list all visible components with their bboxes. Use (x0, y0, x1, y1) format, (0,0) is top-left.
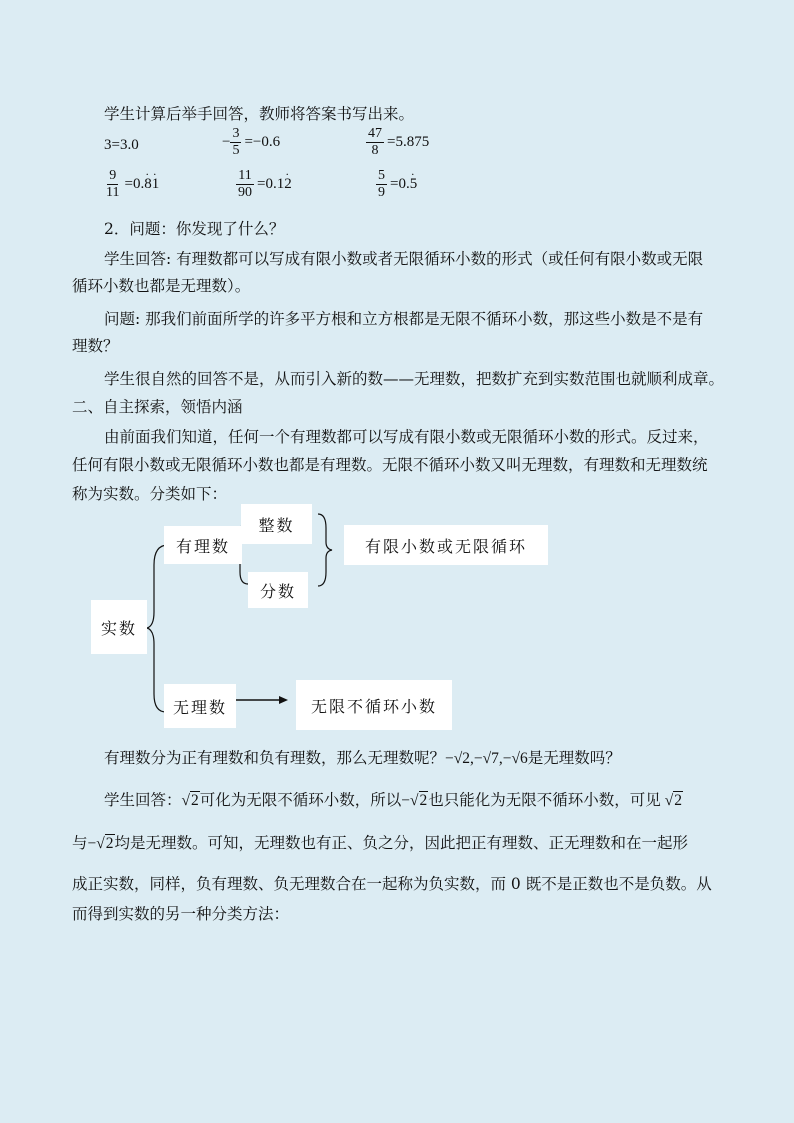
intro-line: 学生计算后举手回答，教师将答案书写出来。 (104, 105, 415, 123)
real-number-label: 实数 (100, 618, 137, 638)
finite-or-repeating-label: 有限小数或无限循环 (364, 536, 527, 556)
numerator: 5 (378, 168, 385, 183)
equation-result: =−0.6 (244, 134, 281, 150)
rational-label: 有理数 (175, 536, 230, 556)
irrational-label: 无理数 (172, 697, 227, 717)
answer-3: 学生很自然的回答不是，从而引入新的数——无理数，把数扩充到实数范围也就顺利成章。 (104, 370, 725, 388)
paragraph-line-3: 称为实数。分类如下： (72, 485, 228, 503)
denominator: 90 (238, 185, 252, 200)
irrational-box (164, 684, 236, 728)
sqrt-2: √2 (181, 792, 199, 809)
answer-4-part-2: 可化为无限不循环小数，所以 (199, 791, 402, 809)
question-3-line-1: 问题: 那我们前面所学的许多平方根和立方根都是无限不循环小数，那这些小数是不是有 (104, 310, 704, 328)
numerator: 47 (368, 126, 382, 141)
question-4-tail: 是无理数吗？ (527, 749, 621, 767)
answer-2-line-2: 循环小数也都是无理数）。 (72, 277, 251, 295)
numerator: 9 (109, 168, 117, 183)
radicand: 2 (105, 835, 114, 852)
question-4-math: −√2,−√7,−√6 (445, 750, 528, 767)
paragraph-line-1: 由前面我们知道，任何一个有理数都可以写成有限小数或无限循环小数的形式。反过来， (104, 428, 709, 446)
equation-3-text: 3=3.0 (104, 137, 139, 153)
denominator: 9 (378, 185, 385, 200)
radicand: 2 (191, 792, 199, 809)
neg-sqrt-2: −√2 (401, 792, 428, 809)
radicand: 2 (674, 792, 682, 809)
answer-4-line-1 (104, 790, 683, 811)
repeating-digit: · 8 (144, 176, 152, 192)
result-prefix: =0. (390, 176, 410, 192)
sqrt-2: √2 (660, 792, 682, 809)
right-brace (318, 514, 332, 586)
fraction-box (248, 572, 308, 608)
fraction-label: 分数 (259, 581, 296, 601)
numerator: 11 (238, 168, 252, 183)
answer-4-with: 与 (72, 834, 88, 852)
non-repeating-box (296, 680, 452, 730)
integer-label: 整数 (258, 515, 295, 535)
real-number-box (91, 600, 147, 654)
repeating-digit: · 1 (152, 176, 160, 192)
result-prefix: =0.1 (257, 176, 285, 192)
question-4 (104, 748, 621, 769)
denominator: 8 (371, 143, 379, 158)
question-2: 2．问题：你发现了什么？ (104, 220, 285, 238)
result-prefix: =0. (124, 176, 145, 192)
non-repeating-label: 无限不循环小数 (310, 696, 437, 716)
rational-box (164, 526, 242, 564)
answer-4-part-3: 也只能化为无限不循环小数，可见 (428, 791, 661, 809)
radicand: 2 (419, 792, 428, 809)
denominator: 11 (106, 185, 120, 200)
denominator: 5 (232, 143, 240, 158)
question-4-text: 有理数分为正有理数和负有理数，那么无理数呢？ (104, 749, 446, 767)
equation-result: =5.875 (387, 134, 430, 150)
arrow-head (279, 696, 288, 704)
answer-4-line-2 (72, 833, 688, 854)
answer-4-prefix: 学生回答： (104, 791, 182, 809)
repeating-digit: · 5 (410, 176, 418, 192)
question-3-line-2: 理数？ (72, 337, 119, 355)
repeating-digit: · 2 (284, 176, 292, 192)
answer-4-line-3: 成正实数，同样，负有理数、负无理数合在一起称为负实数，而 0 既不是正数也不是负数。从 (72, 875, 712, 893)
neg-sqrt-2: −√2 (87, 835, 114, 852)
answer-4-line-2-text: 均是无理数。可知，无理数也有正、负之分，因此把正有理数、正无理数和在一起形 (114, 834, 689, 852)
section-2-title: 二、自主探索，领悟内涵 (72, 398, 243, 416)
numerator: 3 (232, 126, 240, 141)
answer-2-line-1: 学生回答: 有理数都可以写成有限小数或者无限循环小数的形式（或任何有限小数或无限 (104, 250, 704, 268)
answer-4-line-4: 而得到实数的另一种分类方法： (72, 905, 290, 923)
integer-box (241, 504, 312, 544)
minus-sign: − (222, 134, 231, 150)
paragraph-line-2: 任何有限小数或无限循环小数也都是有理数。无限不循环小数又叫无理数，有理数和无理数统 (72, 456, 708, 474)
finite-or-repeating-box (344, 525, 548, 565)
